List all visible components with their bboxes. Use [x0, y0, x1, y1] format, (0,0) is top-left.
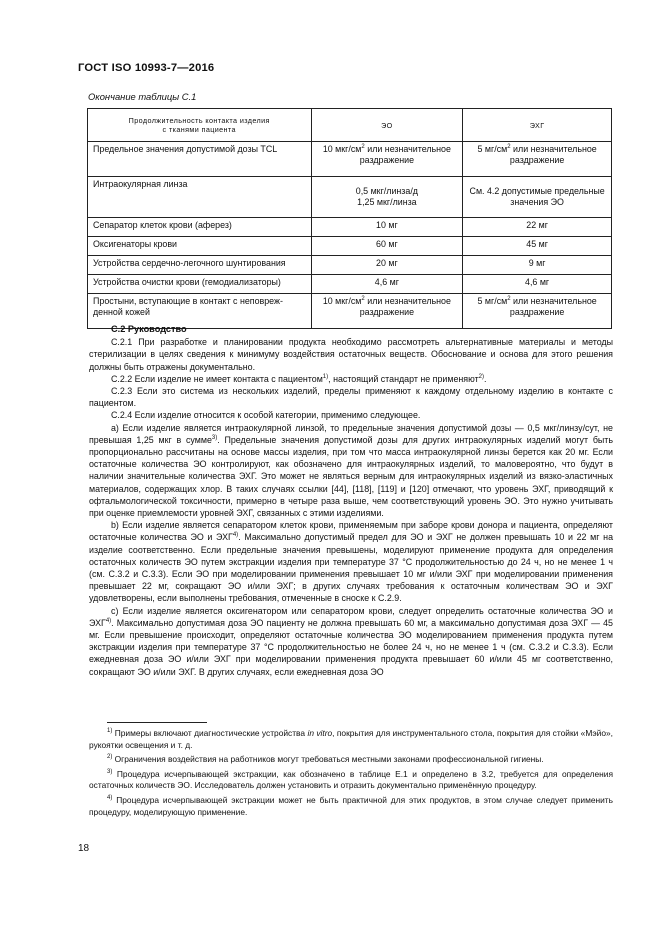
ech-value: 22 мг [463, 218, 612, 237]
row-label: Сепаратор клеток крови (аферез) [88, 218, 312, 237]
header-eo: ЭО [311, 109, 463, 142]
table-caption: Окончание таблицы С.1 [88, 91, 197, 102]
eo-value: 20 мг [311, 256, 463, 275]
row-label: Предельное значения допустимой дозы TCL [88, 142, 312, 177]
eo-value: 60 мг [311, 237, 463, 256]
paragraph-c21: С.2.1 При разработке и планировании продукта необходимо рассмотреть альтернативные материалы и методы стерилизации в целях сведения к минимуму воздействия остаточных веществ. Обоснование и основа для этого решения должны быть отражены документально. [89, 337, 613, 372]
paragraph-c: с) Если изделие является оксигенатором или сепаратором крови, следует определить остаточные количества ЭО и ЭХГ$^{4)}$. Максимально допустимая доза ЭО пациенту не должна превышать 60 мг, а максимально допустимая доза ЭХГ — 45 мг. Если превышение происходит, определяют остаточные количества ЭО моделированием применения продукта путем экстракции изделия при температуре 37 °С продолжительностью не более 24 ч, но не менее 1 ч (см. С.3.2 и С.3.3). Если ежедневная доза ЭО и/или ЭХГ при моделировании применения продукта превышает 60 и/или 45 мг соответственно, сокращают ЭО и/или ЭХГ. В других случаях, если ежедневная доза ЭО [89, 605, 613, 677]
page-header: ГОСТ ISO 10993-7—2016 [78, 62, 215, 74]
paragraph-b: b) Если изделие является сепаратором клеток крови, применяемым при заборе крови донора и пациента, определяют остаточные количества ЭО и ЭХГ$^{4)}$. Максимально допустимый предел для ЭО и ЭХГ не должен превышать 10 и 22 мг на изделие соответственно. Если предельные значения превышены, моделируют применение продукта для определения остаточных количеств ЭО путем экстракции изделия при температуре 37 °С продолжительностью до 24 ч, но не менее 1 ч (см. С.3.2 и С.3.3). Если ЭО при моделировании применения превышает 10 мг и/или ЭХГ при моделировании применения превышает 22 мг, сокращают ЭО и/или ЭХГ; в других случаях требования к остаточным количествам ЭО и ЭХГ удовлетворены, если выполнены требования, отмеченные в сноске к С.2.9. [89, 520, 614, 604]
eo-value: 10 мг [311, 218, 463, 237]
ech-value: См. 4.2 допустимые предельные значения ЭО [463, 177, 612, 218]
paragraph-c23: С.2.3 Если это система из нескольких изделий, пределы применяют к каждому отдельному изделию в контакте с пациентом. [89, 386, 613, 409]
table-header-row [88, 109, 612, 142]
header-ech: ЭХГ [463, 109, 612, 142]
table-row [88, 142, 612, 177]
table-row [88, 177, 612, 218]
footnote-1: $^{1)}$ Примеры включают диагностические устройства in vitro, покрытия для инструментального стола, покрытия для стойки «Мэйо», рукоятки освещения и т. д. [89, 728, 613, 750]
row-label: Оксигенаторы крови [88, 237, 312, 256]
eo-value: 4,6 мг [311, 275, 463, 294]
ech-value: 9 мг [463, 256, 612, 275]
eo-value: 0,5 мкг/линза/д 1,25 мкг/линза [311, 177, 463, 218]
table-row [88, 237, 612, 256]
footnote-divider [107, 722, 207, 723]
header-contact-duration: Продолжительность контакта изделия с тканями пациента [88, 109, 312, 142]
row-label: Интраокулярная линза [88, 177, 312, 218]
row-label: Устройства сердечно-легочного шунтирования [88, 256, 312, 275]
section-body [89, 323, 613, 678]
paragraph-a: а) Если изделие является интраокулярной линзой, то предельные значения допустимой дозы — 0,5 мкг/линзу/сут, не превышая 1,25 мкг в сумме$^{3)}$. Предельные значения допустимой дозы для других интраокулярных изделий могут быть пропорционально рассчитаны на основе массы изделия, при том что масса интраокулярной линзы берется как 20 мг. Если остаточные количества ЭО контролируют, как обозначено для интраокулярных изделий, то маловероятно, что будут в наличии значительные количества ЭХГ. Это может не являться верным для интраокулярных изделий из вязко-эластичных материалов, содержащих хлор. В таких случаях ссылки [44], [118], [119] и [120] отмечают, что уровень ЭХГ, приводящий к офтальмологической токсичности, примерно в четыре раза выше, чем соответствующий уровень ЭО. Это нужно учитывать при оценке приемлемости уровней ЭХГ, связанных с этими изделиями. [89, 422, 613, 519]
row-label: Простыни, вступающие в контакт с неповреж-денной кожей [88, 294, 312, 329]
paragraph-c22: С.2.2 Если изделие не имеет контакта с пациентом$^{1)}$, настоящий стандарт не применяют$^{2)}$. [111, 373, 487, 384]
residue-limits-table [87, 108, 612, 329]
row-label: Устройства очистки крови (гемодиализаторы) [88, 275, 312, 294]
ech-value: 5 $мг/см^2$ или незначительное раздражение [463, 142, 612, 177]
eo-value: 10 мкг/$см^2$ или незначительное раздражение [311, 294, 463, 329]
table-row [88, 256, 612, 275]
table-row [88, 275, 612, 294]
eo-value: 10 мкг/$см^2$ или незначительное раздражение [311, 142, 463, 177]
section-title: С.2 Руководство [111, 324, 187, 334]
paragraph-c24: С.2.4 Если изделие относится к особой категории, применимо следующее. [111, 410, 421, 421]
footnote-2: $^{2)}$ Ограничения воздействия на работников могут требоваться местными законами профессиональной гигиены. [107, 754, 544, 765]
table-row [88, 218, 612, 237]
ech-value: 5 $мг/см^2$ или незначительное раздражение [463, 294, 612, 329]
ech-value: 45 мг [463, 237, 612, 256]
page-number: 18 [78, 843, 90, 854]
footnote-4: $^{4)}$ Процедура исчерпывающей экстракции может не быть практичной для этих продуктов, в этом случае следует применить процедуру, моделирующую применение. [89, 794, 613, 817]
footnotes [89, 728, 613, 821]
footnote-3: $^{3)}$ Процедура исчерпывающей экстракции, как обозначено в таблице Е.1 и определено в 3.2, требуется для определения остаточных количеств ЭО. Исследователь должен установить и отразить документально применённую процедуру. [89, 768, 613, 791]
ech-value: 4,6 мг [463, 275, 612, 294]
